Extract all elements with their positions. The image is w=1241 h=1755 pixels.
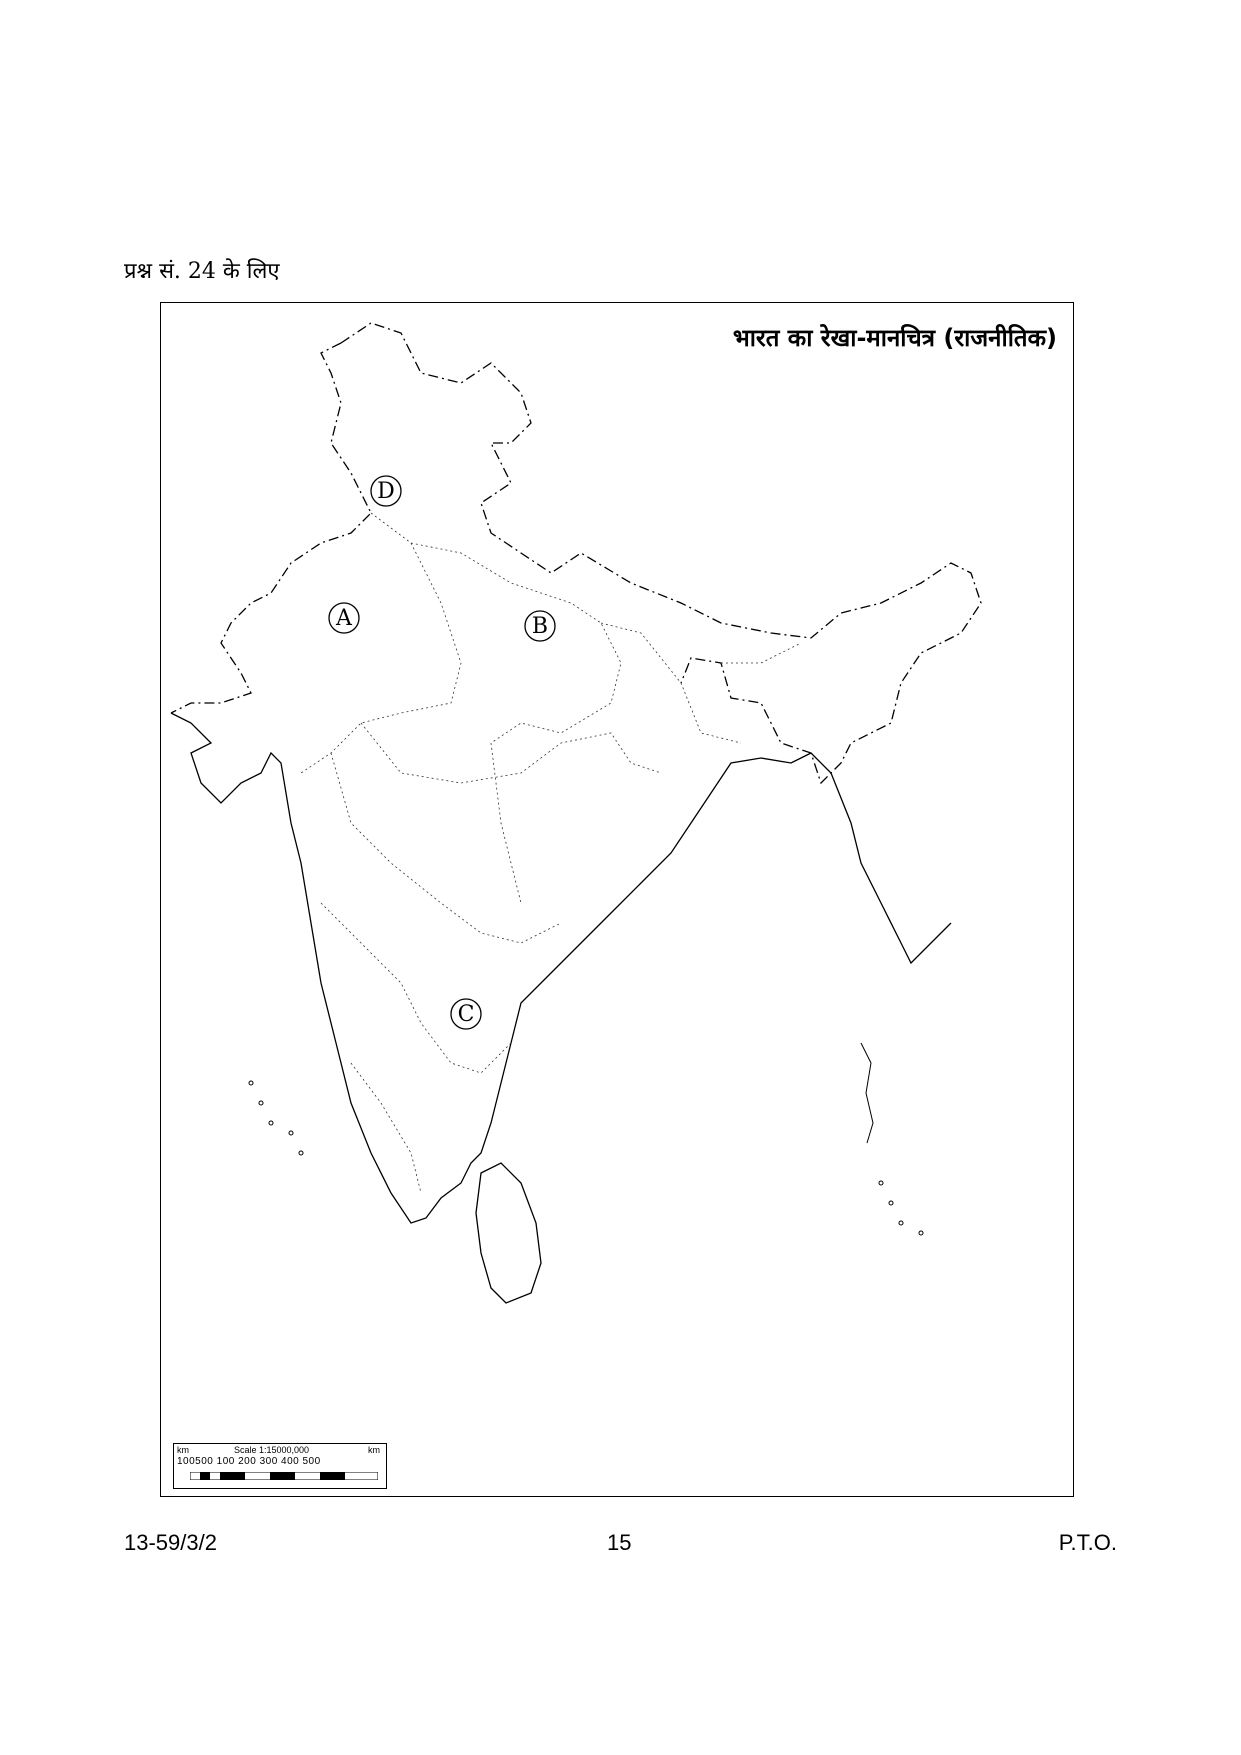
northeast-coast	[811, 753, 951, 963]
marker-c	[451, 999, 481, 1029]
marker-a	[329, 603, 359, 633]
marker-b	[525, 611, 555, 641]
paper-code: 13-59/3/2	[124, 1530, 217, 1555]
scale-unit-left: km	[177, 1445, 189, 1455]
marker-d	[371, 476, 401, 506]
sri-lanka-outline	[476, 1163, 541, 1303]
svg-text:C: C	[457, 1002, 475, 1027]
scale-ticks: 100500 100 200 300 400 500	[177, 1456, 321, 1467]
india-coastline	[171, 713, 811, 1223]
map-title: भारत का रेखा-मानचित्र (राजनीतिक)	[732, 324, 1057, 352]
pto-label: P.T.O.	[1058, 1530, 1117, 1555]
india-outline-map	[161, 303, 1073, 1496]
svg-text:B: B	[531, 614, 549, 639]
scale-text: Scale 1:15000,000	[234, 1445, 310, 1455]
india-west-border	[171, 343, 371, 713]
map-frame	[160, 302, 1074, 1497]
question-label: प्रश्न सं. 24 के लिए	[124, 259, 280, 284]
scale-bar	[190, 1472, 378, 1480]
page-number: 15	[607, 1530, 632, 1555]
svg-text:A: A	[336, 606, 352, 631]
india-border	[341, 323, 981, 783]
island-marks	[249, 1043, 923, 1235]
scale-unit-right: km	[368, 1445, 380, 1455]
svg-text:D: D	[377, 479, 395, 504]
scale-box	[173, 1443, 387, 1489]
